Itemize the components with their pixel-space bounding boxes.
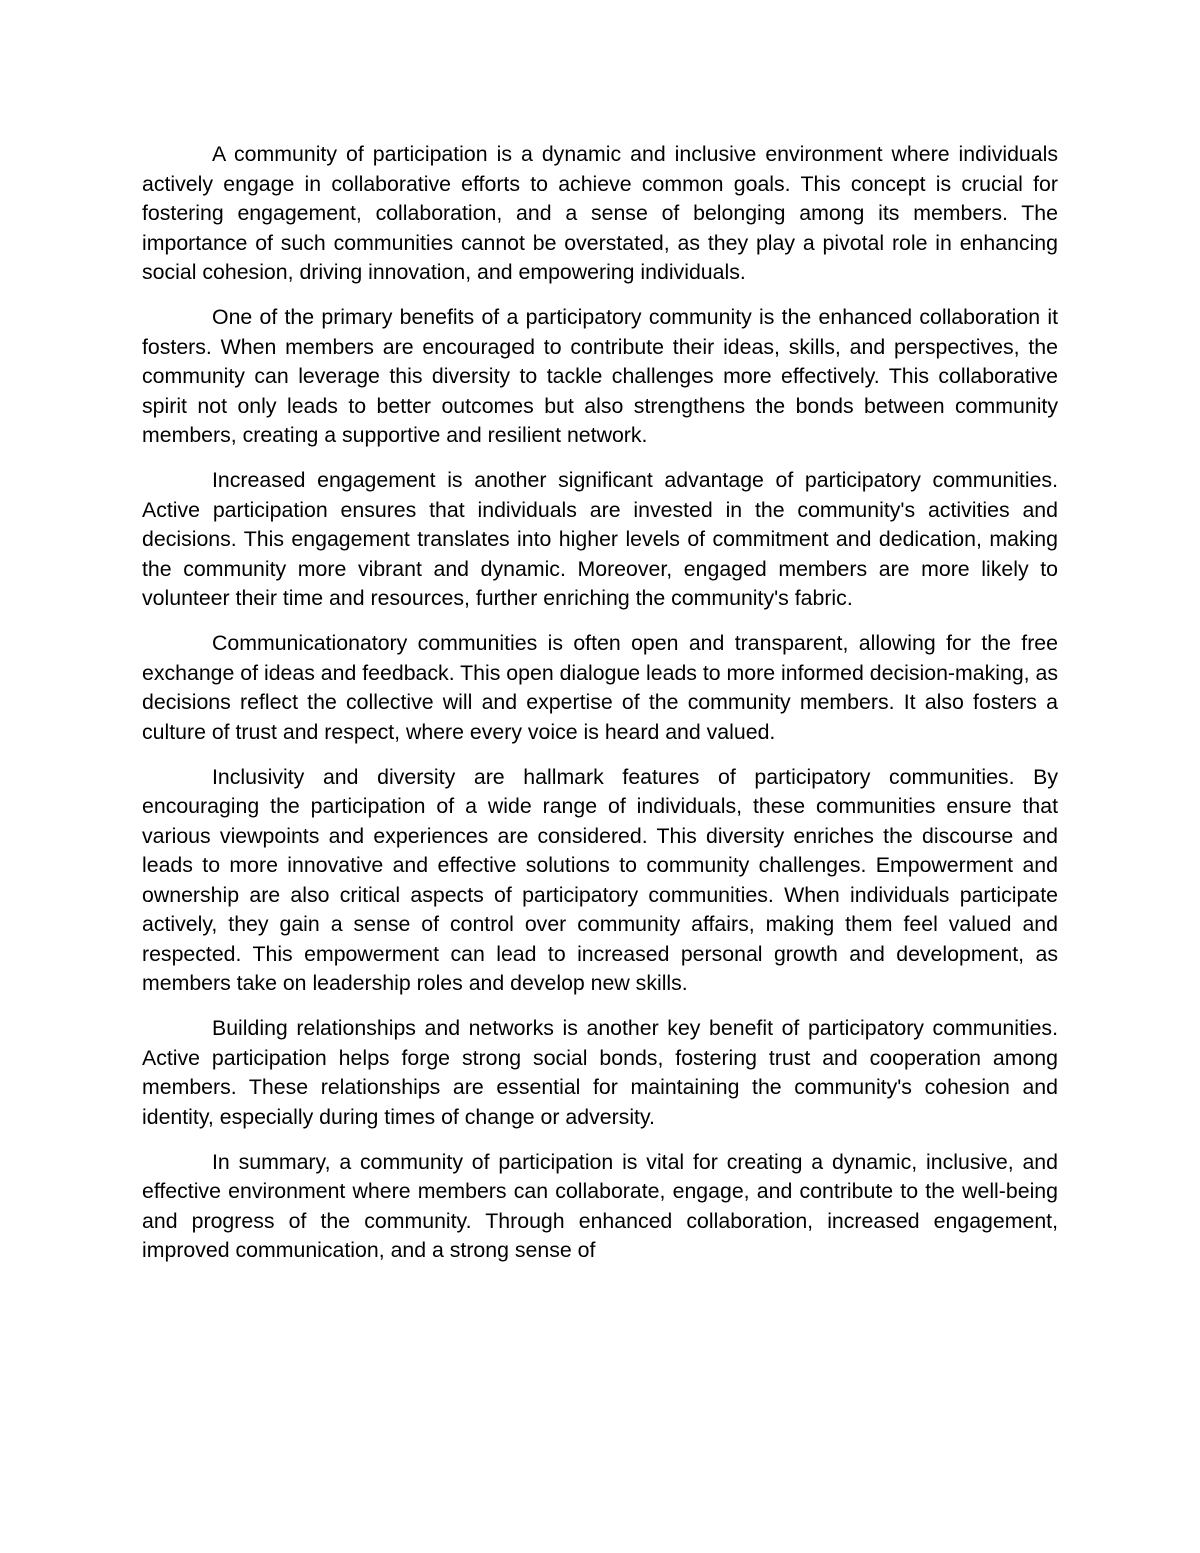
paragraph-inclusivity: Inclusivity and diversity are hallmark features of participatory communities. By encouraging the participation of a wide range of individuals, these communities ensure that various viewpoints and experiences are considered. This diversity enriches the discourse and leads to more innovative and effective solutions to community challenges. Empowerment and ownership are also critical aspects of participatory communities. When individuals participate actively, they gain a sense of control over community affairs, making them feel valued and respected. This empowerment can lead to increased personal growth and development, as members take on leadership roles and develop new skills.	[142, 764, 1058, 995]
paragraph-summary: In summary, a community of participation is vital for creating a dynamic, inclusive, and effective environment where members can collaborate, engage, and contribute to the well-being and progress of the community. Through enhanced collaboration, increased engagement, improved communication, and a strong sense of	[142, 1149, 1058, 1262]
paragraph-communication: Communicationatory communities is often open and transparent, allowing for the free exchange of ideas and feedback. This open dialogue leads to more informed decision-making, as decisions reflect the collective will and expertise of the community members. It also fosters a culture of trust and respect, where every voice is heard and valued.	[142, 631, 1058, 744]
paragraph-engagement: Increased engagement is another significant advantage of participatory communities. Active participation ensures that individuals are invested in the community's activities and decisions. This engagement translates into higher levels of commitment and dedication, making the community more vibrant and dynamic. Moreover, engaged members are more likely to volunteer their time and resources, further enriching the community's fabric.	[142, 468, 1058, 610]
paragraph-collaboration: One of the primary benefits of a participatory community is the enhanced collaboration it fosters. When members are encouraged to contribute their ideas, skills, and perspectives, the community can leverage this diversity to tackle challenges more effectively. This collaborative spirit not only leads to better outcomes but also strengthens the bonds between community members, creating a supportive and resilient network.	[142, 305, 1058, 447]
paragraph-relationships: Building relationships and networks is another key benefit of participatory communities. Active participation helps forge strong social bonds, fostering trust and cooperation among members. These relationships are essential for maintaining the community's cohesion and identity, especially during times of change or adversity.	[142, 1016, 1058, 1129]
document-page	[142, 140, 1058, 1266]
paragraph-intro: A community of participation is a dynamic and inclusive environment where individuals actively engage in collaborative efforts to achieve common goals. This concept is crucial for fostering engagement, collaboration, and a sense of belonging among its members. The importance of such communities cannot be overstated, as they play a pivotal role in enhancing social cohesion, driving innovation, and empowering individuals.	[142, 142, 1058, 284]
